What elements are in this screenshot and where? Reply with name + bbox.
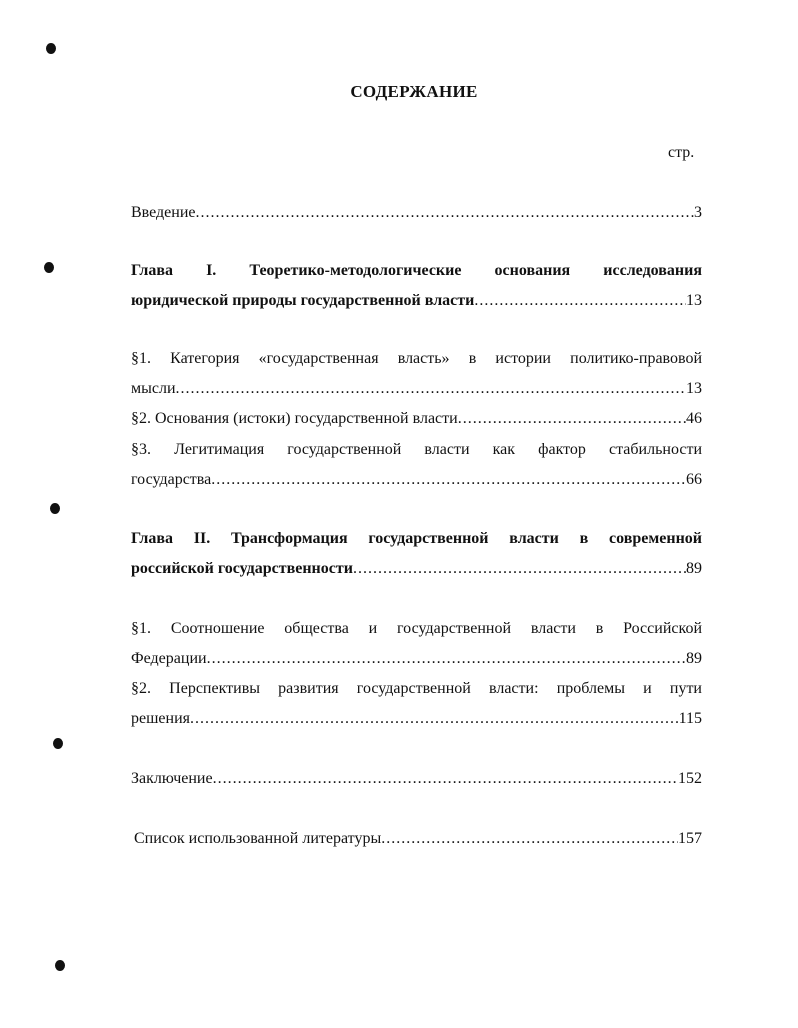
dot-leader (207, 644, 686, 674)
toc-entry-text: Введение (131, 204, 196, 221)
toc-entry-conclusion (131, 764, 702, 794)
toc-page-number: 89 (686, 560, 702, 577)
page-column-label: стр. (668, 144, 695, 161)
toc-page-number: 89 (686, 650, 702, 667)
toc-page-number: 13 (686, 292, 702, 309)
toc-entry-chapter-1 (131, 256, 702, 316)
toc-entry-text-continued: решения (131, 710, 191, 727)
toc-page-number: 13 (686, 380, 702, 397)
dot-leader (381, 824, 678, 854)
punch-hole-mark (55, 960, 65, 971)
toc-page-number: 157 (678, 830, 702, 847)
dot-leader (190, 704, 679, 734)
dot-leader (176, 374, 686, 404)
punch-hole-mark (46, 43, 56, 54)
toc-entry-text: §1. Категория «государственная власть» в истории политико-правовой (131, 350, 702, 367)
toc-entry-chapter-2 (131, 524, 702, 584)
dot-leader (474, 286, 686, 316)
dot-leader (353, 554, 686, 584)
toc-entry-text: Список использованной литературы (134, 830, 382, 847)
toc-entry-text: Заключение (131, 770, 213, 787)
toc-page-number: 115 (678, 710, 702, 727)
toc-entry-text: §3. Легитимация государственной власти как фактор стабильности (131, 441, 702, 458)
punch-hole-mark (44, 262, 54, 273)
toc-page-number: 46 (686, 410, 702, 427)
toc-entry-section-2-1 (131, 614, 702, 674)
toc-entry-text-continued: российской государственности (131, 560, 353, 577)
toc-page-number: 152 (678, 770, 702, 787)
toc-entry-text-continued: мысли (131, 380, 176, 397)
dot-leader (196, 198, 695, 228)
toc-page-number: 66 (686, 471, 702, 488)
toc-entry-text: §1. Соотношение общества и государственной власти в Российской (131, 620, 702, 637)
toc-entry-text: Глава II. Трансформация государственной власти в современной (131, 530, 702, 547)
toc-entry-introduction (131, 198, 702, 228)
toc-entry-section-1-1 (131, 344, 702, 404)
toc-entry-section-1-2 (131, 404, 702, 434)
dot-leader (458, 404, 686, 434)
toc-entry-section-2-2 (131, 674, 702, 734)
punch-hole-mark (50, 503, 60, 514)
toc-entry-text: §2. Основания (истоки) государственной власти (131, 410, 458, 427)
page-title: СОДЕРЖАНИЕ (350, 82, 478, 101)
toc-page-number: 3 (694, 204, 702, 221)
dot-leader (213, 764, 678, 794)
toc-entry-section-1-3 (131, 435, 702, 495)
toc-entry-text-continued: государства (131, 471, 212, 488)
toc-entry-references (134, 824, 702, 854)
toc-entry-text-continued: Федерации (131, 650, 207, 667)
punch-hole-mark (53, 738, 63, 749)
toc-entry-text: Глава I. Теоретико-методологические основания исследования (131, 262, 702, 279)
dot-leader (211, 465, 686, 495)
toc-entry-text-continued: юридической природы государственной власти (131, 292, 475, 309)
toc-entry-text: §2. Перспективы развития государственной власти: проблемы и пути (131, 680, 702, 697)
